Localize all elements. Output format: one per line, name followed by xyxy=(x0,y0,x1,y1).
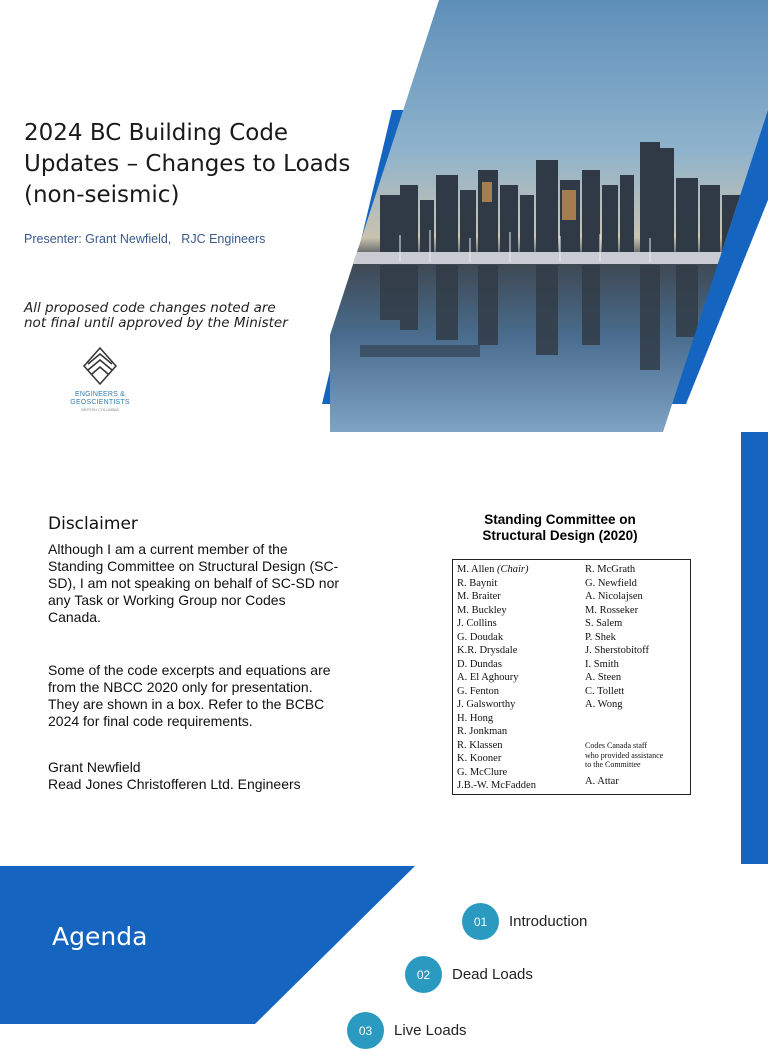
member-name: G. McClure xyxy=(457,766,508,778)
disclaimer-slide xyxy=(0,432,768,864)
member-name: G. Doudak xyxy=(457,631,504,643)
paragraph-line: Grant Newfield xyxy=(48,759,141,775)
accent-side-bar xyxy=(741,432,768,864)
member-name: R. McGrath xyxy=(585,564,636,575)
member-name: R. Jonkman xyxy=(457,726,508,737)
agenda-item-label: Dead Loads xyxy=(452,966,533,983)
member-name: J.B.-W. McFadden xyxy=(457,780,536,791)
title-slide xyxy=(0,0,768,432)
agenda-item-dead-loads xyxy=(405,956,533,993)
committee-title-line: Structural Design (2020) xyxy=(482,528,638,543)
member-name: J. Collins xyxy=(457,618,497,629)
member-name: S. Salem xyxy=(585,618,623,629)
presenter-firm: RJC Engineers xyxy=(181,232,266,246)
chair-name: M. Allen xyxy=(457,564,495,575)
agenda-number-badge: 01 xyxy=(462,903,499,940)
presenter-signature xyxy=(48,759,383,793)
member-name: C. Tollett xyxy=(585,685,625,697)
paragraph-line: SD), I am not speaking on behalf of SC-SD nor xyxy=(48,575,340,591)
paragraph-line: Although I am a current member of the xyxy=(48,541,288,557)
egbc-logo xyxy=(70,346,130,412)
member-name: G. Newfield xyxy=(585,577,637,589)
agenda-slide xyxy=(0,864,768,1039)
disclaimer-title: Disclaimer xyxy=(48,514,138,534)
paragraph-line: any Task or Working Group nor Codes xyxy=(48,592,286,608)
title-line: Updates – Changes to Loads xyxy=(24,151,351,177)
member-name: M. Buckley xyxy=(457,604,507,616)
member-name: J. Galsworthy xyxy=(457,699,516,710)
committee-member-list xyxy=(452,559,691,795)
member-name: D. Dundas xyxy=(457,658,502,670)
member-name: M. Rosseker xyxy=(585,604,639,616)
committee-title-line: Standing Committee on xyxy=(484,512,636,527)
staff-note-line: who provided assistance xyxy=(585,750,664,760)
member-chair xyxy=(457,563,536,577)
presentation-title xyxy=(24,118,384,211)
note-line: not final until approved by the Minister xyxy=(24,315,288,331)
paragraph-line: 2024 for final code requirements. xyxy=(48,713,253,729)
staff-note xyxy=(585,741,690,770)
staff-note-line: to the Committee xyxy=(585,760,641,769)
member-name: J. Sherstobitoff xyxy=(585,645,649,656)
committee-title xyxy=(440,512,680,544)
member-name: G. Fenton xyxy=(457,685,499,697)
diamond-logo-icon xyxy=(82,346,118,386)
disclaimer-paragraph-2 xyxy=(48,662,383,730)
logo-line: ENGINEERS & xyxy=(74,391,126,398)
member-name: A. El Aghoury xyxy=(457,672,519,683)
member-column-right xyxy=(585,563,649,712)
logo-subtitle: BRITISH COLUMBIA xyxy=(81,407,119,412)
member-name: R. Baynit xyxy=(457,577,498,589)
disclaimer-paragraph-1 xyxy=(48,541,383,626)
member-name: A. Steen xyxy=(585,672,622,683)
agenda-item-introduction xyxy=(462,903,587,940)
logo-line: GEOSCIENTISTS xyxy=(70,398,130,406)
member-name: K. Kooner xyxy=(457,753,502,764)
paragraph-line: Some of the code excerpts and equations are xyxy=(48,662,331,678)
agenda-title: Agenda xyxy=(52,922,148,951)
agenda-item-label: Live Loads xyxy=(394,1022,467,1039)
presenter-label: Presenter: Grant Newfield, xyxy=(24,232,172,246)
paragraph-line: Canada. xyxy=(48,609,101,625)
member-name: M. Braiter xyxy=(457,591,501,602)
member-name: R. Klassen xyxy=(457,739,503,751)
member-name: A. Nicolajsen xyxy=(585,591,643,602)
agenda-number-badge: 02 xyxy=(405,956,442,993)
staff-member-name: A. Attar xyxy=(585,776,619,787)
member-name: P. Shek xyxy=(585,631,616,643)
agenda-item-live-loads xyxy=(347,1012,467,1049)
title-line: (non-seismic) xyxy=(24,182,180,208)
agenda-item-label: Introduction xyxy=(509,913,588,930)
member-name: H. Hong xyxy=(457,712,494,724)
title-line: 2024 BC Building Code xyxy=(24,120,289,146)
member-name: K.R. Drysdale xyxy=(457,645,518,656)
paragraph-line: Standing Committee on Structural Design (SC- xyxy=(48,558,339,574)
paragraph-line: from the NBCC 2020 only for presentation. xyxy=(48,679,313,695)
approval-note xyxy=(24,301,324,331)
paragraph-line: Read Jones Christofferen Ltd. Engineers xyxy=(48,776,301,792)
chair-label: (Chair) xyxy=(496,564,529,575)
member-name: A. Wong xyxy=(585,699,623,710)
note-line: All proposed code changes noted are xyxy=(24,300,276,316)
paragraph-line: They are shown in a box. Refer to the BCBC xyxy=(48,696,325,712)
member-name: I. Smith xyxy=(585,658,619,670)
agenda-number-badge: 03 xyxy=(347,1012,384,1049)
presenter-line xyxy=(24,232,265,246)
staff-note-line: Codes Canada staff xyxy=(585,741,648,750)
member-column-left xyxy=(457,563,536,793)
